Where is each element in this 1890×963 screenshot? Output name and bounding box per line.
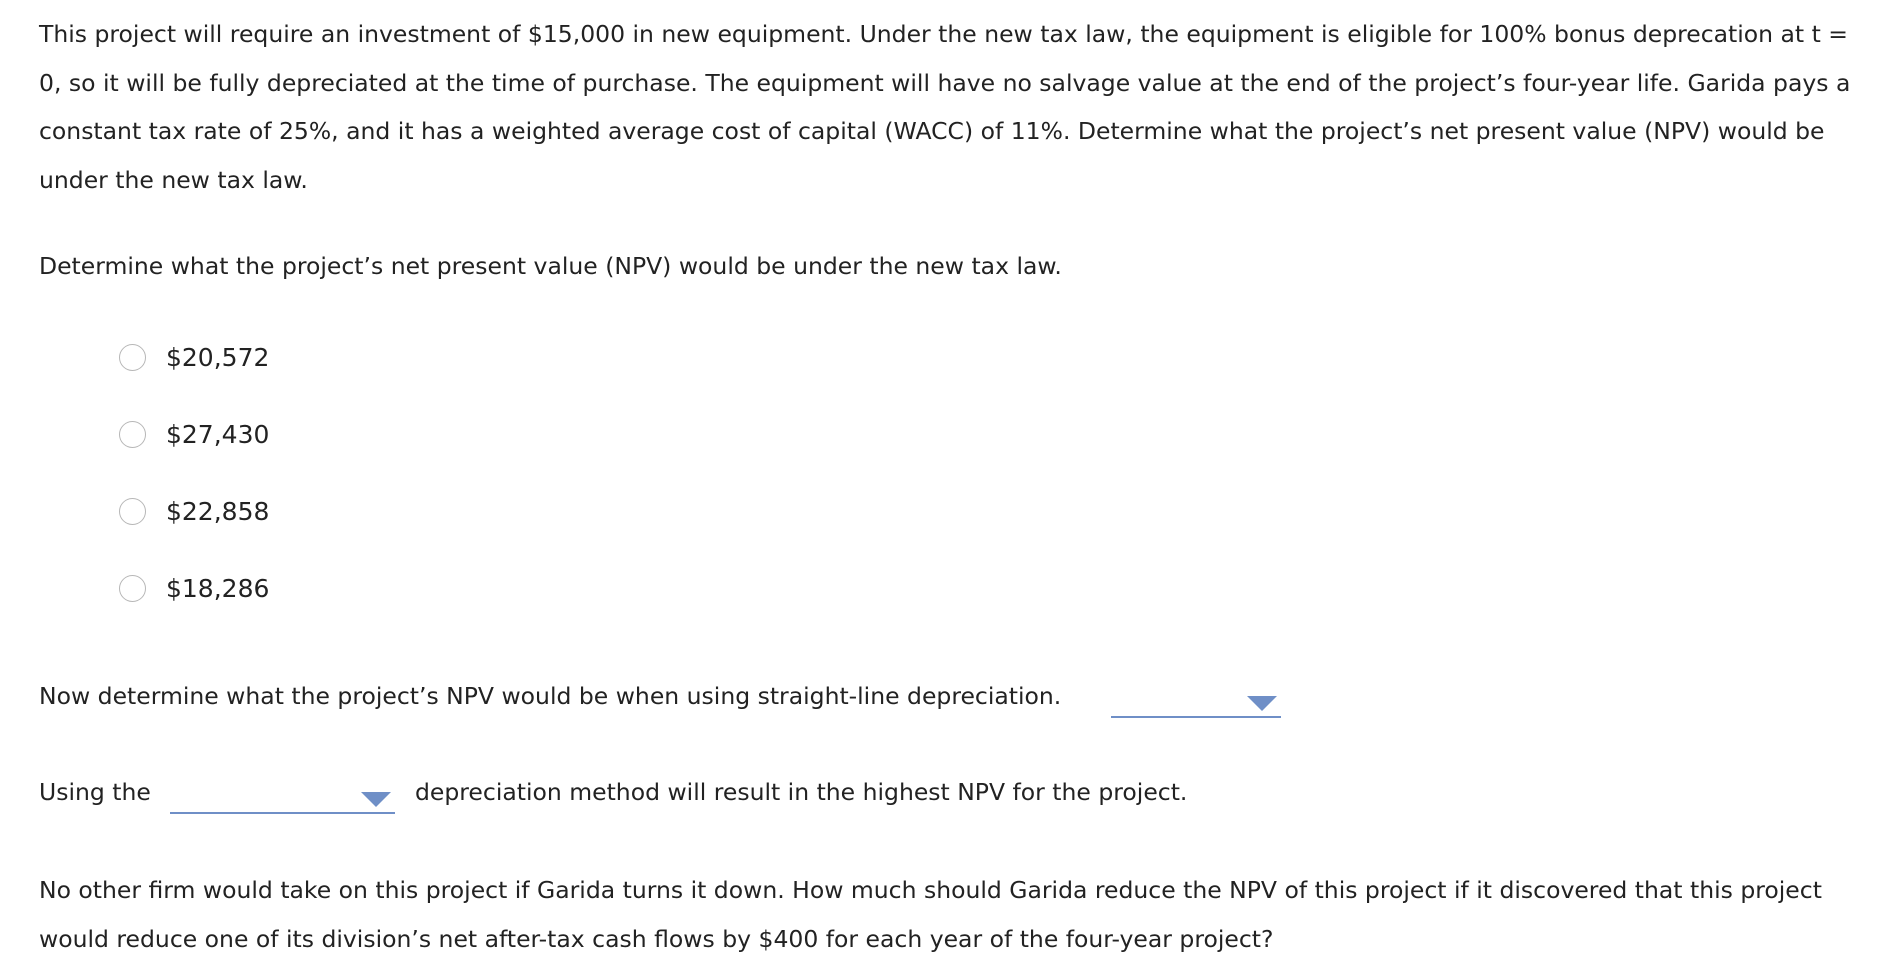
option-4[interactable] bbox=[119, 568, 419, 608]
final-question: No other firm would take on this project if Garida turns it down. How much should Garida reduce the NPV of this project if it discovered that this project would reduce one of its division’s net after-tax cash flows by $400 for each year of the four-year project? bbox=[39, 876, 1822, 953]
option-2[interactable] bbox=[119, 414, 419, 454]
option-3[interactable] bbox=[119, 491, 419, 531]
option-3-label: $22,858 bbox=[166, 496, 270, 526]
option-4-radio[interactable] bbox=[119, 575, 146, 602]
option-2-label: $27,430 bbox=[166, 419, 270, 449]
method-prefix: Using the bbox=[39, 778, 151, 806]
option-1[interactable] bbox=[119, 337, 419, 377]
depreciation-method-dropdown[interactable] bbox=[170, 782, 395, 814]
option-1-radio[interactable] bbox=[119, 344, 146, 371]
straight-line-prompt: Now determine what the project’s NPV would be when using straight-line depreciation. bbox=[39, 682, 1062, 710]
chevron-down-icon bbox=[1247, 696, 1277, 711]
option-1-label: $20,572 bbox=[166, 342, 270, 372]
option-4-label: $18,286 bbox=[166, 573, 270, 603]
method-suffix: depreciation method will result in the highest NPV for the project. bbox=[415, 778, 1188, 806]
option-3-radio[interactable] bbox=[119, 498, 146, 525]
problem-statement: This project will require an investment of $15,000 in new equipment. Under the new tax law, the equipment is eligible for 100% bonus deprecation at t = 0, so it will be fully depreciated at the time of purchase. The equipment will have no salvage value at the end of the project’s four-year life. Garida pays a constant tax rate of 25%, and it has a weighted average cost of capital (WACC) of 11%. Determine what the project’s net present value (NPV) would be under the new tax law. bbox=[39, 20, 1851, 194]
option-2-radio[interactable] bbox=[119, 421, 146, 448]
npv-prompt: Determine what the project’s net present value (NPV) would be under the new tax law. bbox=[39, 252, 1062, 280]
straight-line-npv-dropdown[interactable] bbox=[1111, 686, 1281, 718]
chevron-down-icon bbox=[361, 792, 391, 807]
